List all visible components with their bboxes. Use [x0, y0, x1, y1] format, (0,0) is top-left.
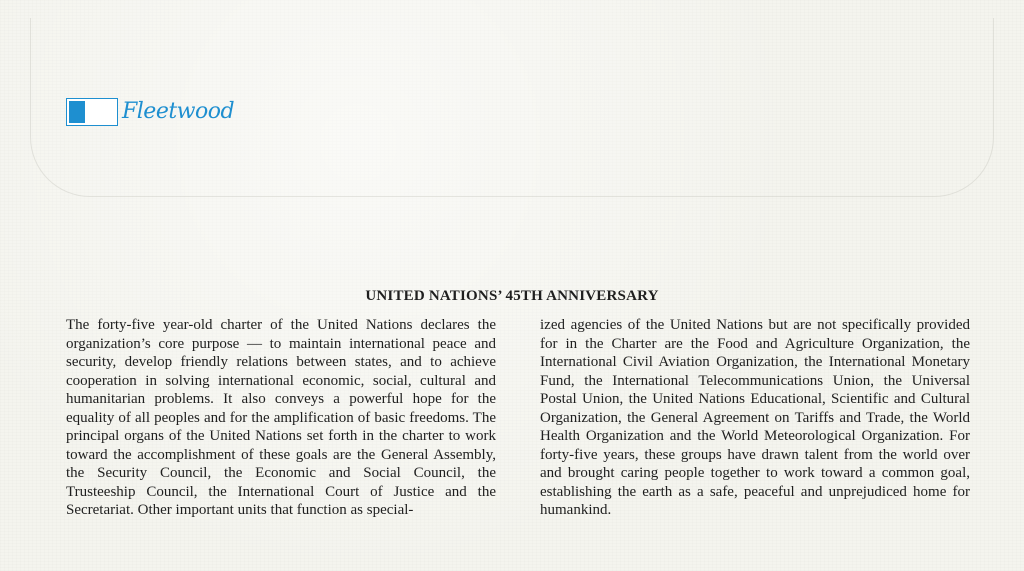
article-title: UNITED NATIONS’ 45TH ANNIVERSARY [365, 288, 659, 304]
article-column-left: The forty-five year-old charter of the United Nations declares the organization’s core purpose — to maintain international peace and security, develop friendly relations between states, and to achieve cooperation in solving international economic, social, cultural and humanitarian problems. It also conveys a powerful hope for the equality of all peoples and for the amplification of basic freedoms. The principal organs of the United Nations set forth in the charter to work toward the accomplishment of these goals are the General Assembly, the Security Council, the Economic and Social Council, the Trusteeship Council, the International Court of Justice and the Secretariat. Other important units that function as special- [66, 317, 496, 518]
article-column-right: ized agencies of the United Nations but are not specifically provided for in the Charter are the Food and Agriculture Organization, the International Civil Aviation Organization, the International Monetary Fund, the International Telecommunications Union, the Universal Postal Union, the United Nations Educational, Scientific and Cultural Organization, the General Agreement on Tariffs and Trade, the World Health Organization and the World Meteorological Organization. For forty-five years, these groups have drawn talent from the world over and brought caring people together to work toward a common goal, establishing the earth as a safe, peaceful and unprejudiced home for humankind. [540, 317, 970, 518]
fleetwood-logo [66, 98, 234, 126]
fleetwood-logo-text: Fleetwood [122, 99, 235, 124]
fleetwood-logo-mark-icon [66, 98, 118, 126]
